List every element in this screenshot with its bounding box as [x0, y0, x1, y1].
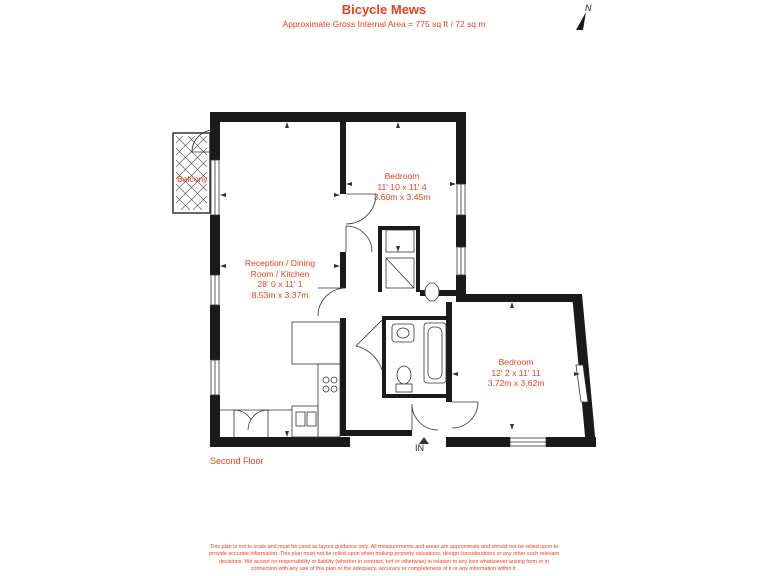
bedroom2-label	[466, 357, 566, 389]
bedroom2-metric: 3.72m x 3.62m	[487, 378, 545, 388]
reception-name-2: Room / Kitchen	[250, 268, 310, 279]
bedroom2-name: Bedroom	[498, 357, 534, 367]
bedroom1-metric: 3.60m x 3.45m	[373, 192, 431, 202]
disclaimer	[168, 544, 600, 574]
disclaimer-line: This plan is not to scale and must be used as layout guidance only. All measurements and areas are approximate and should not be relied upon to	[209, 544, 559, 550]
entry-label: IN	[415, 443, 424, 453]
plan-subtitle: Approximate Gross Internal Area = 775 sq ft / 72 sq m	[282, 19, 486, 29]
reception-metric: 8.53m x 3.37m	[251, 289, 309, 300]
disclaimer-line: connection with any use of this plan or the adequacy, accuracy or completeness of it or any information within it.	[250, 566, 518, 573]
disclaimer-line: provide accurate information. This plan must not be relied upon when making property valuations, design considerations or any other such relevant	[209, 551, 559, 558]
balcony-label: Balcony	[177, 174, 208, 184]
floor-label: Second Floor	[210, 456, 264, 466]
balcony-area	[173, 133, 210, 213]
plan-title: Bicycle Mews	[341, 2, 427, 17]
bedroom1-label	[352, 171, 452, 203]
windows	[211, 160, 588, 446]
reception-label	[228, 258, 332, 300]
north-arrow-icon	[576, 12, 586, 30]
bedroom1-name: Bedroom	[384, 171, 420, 181]
reception-imperial: 28' 0 x 11' 1	[257, 279, 303, 289]
north-label: N	[585, 3, 592, 13]
reception-name-1: Reception / Dining	[244, 258, 316, 268]
bedroom2-imperial: 12' 2 x 11' 11	[491, 367, 541, 378]
disclaimer-line: decisions. We accept no responsibility or liability (whether in contract, tort or otherwise) in relation to any loss whatsoever arising from or in	[218, 558, 550, 565]
bedroom1-imperial: 11' 10 x 11' 4	[377, 181, 427, 192]
kitchen-units	[220, 322, 340, 437]
